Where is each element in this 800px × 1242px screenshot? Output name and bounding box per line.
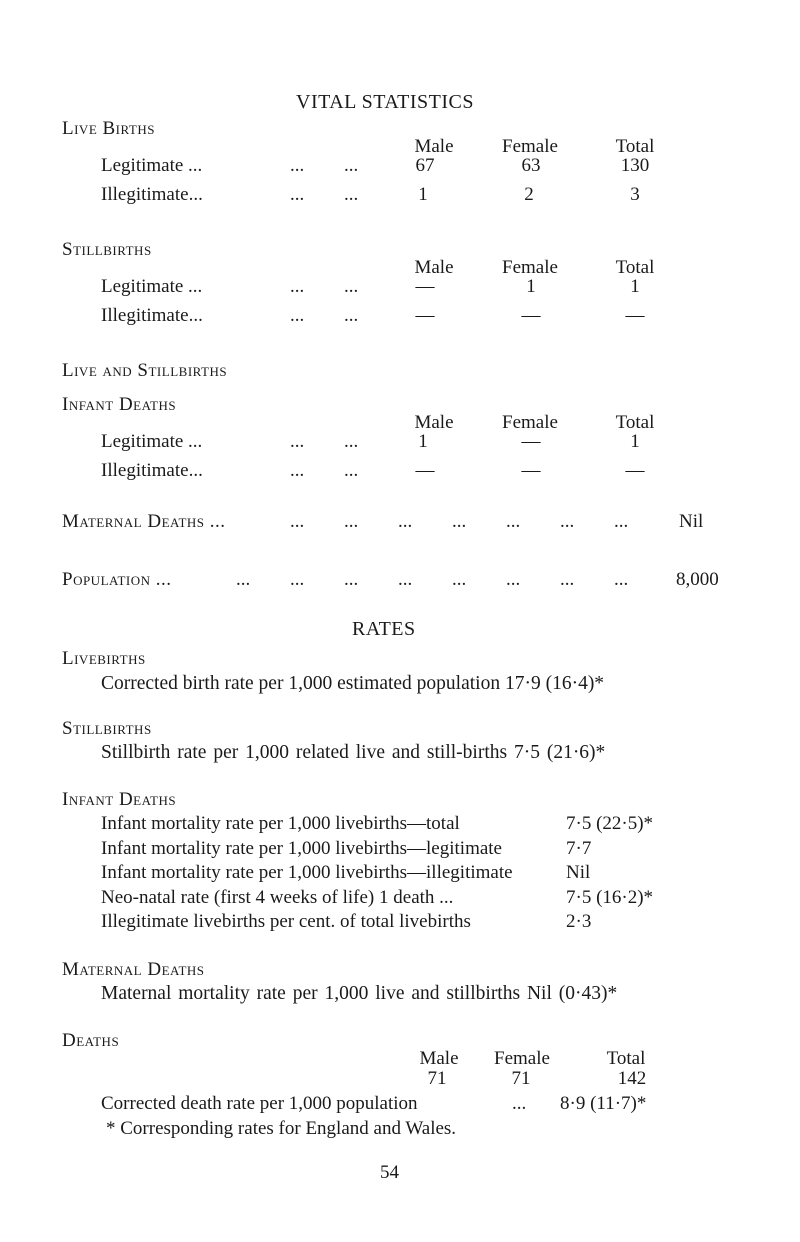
dot-leader: ... xyxy=(560,569,575,590)
rates-infant-deaths-heading: Infant Deaths xyxy=(62,789,177,810)
cell-female: — xyxy=(521,305,541,326)
header-male: Male xyxy=(414,412,454,433)
rates-stillbirths-heading: Stillbirths xyxy=(62,718,152,739)
page-number: 54 xyxy=(380,1162,399,1183)
rates-livebirths-heading: Livebirths xyxy=(62,648,146,669)
cell-total: — xyxy=(625,305,645,326)
dot-leader: ... xyxy=(452,569,467,590)
rates-title: RATES xyxy=(352,618,416,640)
cell-male: — xyxy=(415,305,435,326)
dot-leader: ... xyxy=(614,569,629,590)
header-female: Female xyxy=(502,412,558,433)
live-births-heading: Live Births xyxy=(62,118,155,139)
infant-rate-text: Infant mortality rate per 1,000 livebirths—legitimate xyxy=(101,838,502,859)
cell-total: 3 xyxy=(630,184,640,205)
cell-total: 1 xyxy=(630,431,640,452)
row-dots: ... xyxy=(344,431,359,452)
row-dots: ... xyxy=(290,155,305,176)
header-total: Total xyxy=(615,136,655,157)
cell-male: 1 xyxy=(418,431,428,452)
row-dots: ... xyxy=(290,431,305,452)
corrected-death-rate-value: 8·9 (11·7)* xyxy=(560,1093,647,1114)
infant-rate-text: Illegitimate livebirths per cent. of total livebirths xyxy=(101,911,471,932)
live-and-stillbirths-heading: Live and Stillbirths xyxy=(62,360,228,381)
corrected-death-rate-text: Corrected death rate per 1,000 population xyxy=(101,1093,418,1114)
infant-deaths-heading: Infant Deaths xyxy=(62,394,177,415)
infant-rate-value: Nil xyxy=(566,862,591,883)
stillbirths-heading: Stillbirths xyxy=(62,239,152,260)
maternal-deaths-label: Maternal Deaths ... xyxy=(62,511,226,532)
infant-rate-text: Neo-natal rate (first 4 weeks of life) 1 death ... xyxy=(101,887,454,908)
cell-male: — xyxy=(415,276,435,297)
maternal-deaths-value: Nil xyxy=(679,511,704,532)
header-total: Total xyxy=(615,412,655,433)
row-dots: ... xyxy=(344,184,359,205)
row-label: Illegitimate... xyxy=(101,305,203,326)
row-label: Legitimate ... xyxy=(101,155,203,176)
deaths-male: 71 xyxy=(427,1068,447,1089)
header-male: Male xyxy=(414,257,454,278)
dot-leader: ... xyxy=(236,569,251,590)
deaths-header-total: Total xyxy=(606,1048,646,1069)
rates-maternal-deaths-heading: Maternal Deaths xyxy=(62,959,205,980)
deaths-header-male: Male xyxy=(419,1048,459,1069)
dot-leader: ... xyxy=(398,511,413,532)
dot-leader: ... xyxy=(290,569,305,590)
header-female: Female xyxy=(502,257,558,278)
deaths-female: 71 xyxy=(511,1068,531,1089)
dot-leader: ... xyxy=(614,511,629,532)
cell-total: — xyxy=(625,460,645,481)
cell-female: 63 xyxy=(521,155,541,176)
row-dots: ... xyxy=(290,460,305,481)
page-title: VITAL STATISTICS xyxy=(296,91,474,113)
row-label: Illegitimate... xyxy=(101,460,203,481)
dot-leader: ... xyxy=(344,511,359,532)
cell-male: 67 xyxy=(415,155,435,176)
row-label: Legitimate ... xyxy=(101,276,203,297)
corrected-death-rate-dots: ... xyxy=(512,1093,527,1114)
cell-female: 2 xyxy=(524,184,534,205)
dot-leader: ... xyxy=(290,511,305,532)
row-dots: ... xyxy=(344,460,359,481)
cell-female: — xyxy=(521,460,541,481)
row-dots: ... xyxy=(290,305,305,326)
rates-deaths-heading: Deaths xyxy=(62,1030,120,1051)
infant-rate-value: 2·3 xyxy=(566,911,592,932)
header-female: Female xyxy=(502,136,558,157)
cell-total: 1 xyxy=(630,276,640,297)
dot-leader: ... xyxy=(506,569,521,590)
cell-female: 1 xyxy=(526,276,536,297)
header-male: Male xyxy=(414,136,454,157)
row-dots: ... xyxy=(344,305,359,326)
population-value: 8,000 xyxy=(676,569,719,590)
row-label: Legitimate ... xyxy=(101,431,203,452)
deaths-total: 142 xyxy=(617,1068,647,1089)
row-dots: ... xyxy=(344,155,359,176)
infant-rate-value: 7·5 (16·2)* xyxy=(566,887,654,908)
population-label: Population ... xyxy=(62,569,172,590)
dot-leader: ... xyxy=(506,511,521,532)
row-dots: ... xyxy=(290,276,305,297)
header-total: Total xyxy=(615,257,655,278)
dot-leader: ... xyxy=(398,569,413,590)
dot-leader: ... xyxy=(452,511,467,532)
row-dots: ... xyxy=(290,184,305,205)
rates-livebirths-line: Corrected birth rate per 1,000 estimated population 17·9 (16·4)* xyxy=(101,673,605,694)
infant-rate-text: Infant mortality rate per 1,000 livebirths—illegitimate xyxy=(101,862,513,883)
rates-maternal-deaths-line: Maternal mortality rate per 1,000 live and stillbirths Nil (0·43)* xyxy=(101,983,618,1004)
infant-rate-value: 7·5 (22·5)* xyxy=(566,813,654,834)
cell-total: 130 xyxy=(620,155,650,176)
footnote: * Corresponding rates for England and Wales. xyxy=(106,1118,457,1139)
infant-rate-text: Infant mortality rate per 1,000 livebirths—total xyxy=(101,813,460,834)
cell-male: 1 xyxy=(418,184,428,205)
dot-leader: ... xyxy=(560,511,575,532)
cell-male: — xyxy=(415,460,435,481)
row-label: Illegitimate... xyxy=(101,184,203,205)
row-dots: ... xyxy=(344,276,359,297)
rates-stillbirths-line: Stillbirth rate per 1,000 related live and still-births 7·5 (21·6)* xyxy=(101,742,606,763)
deaths-header-female: Female xyxy=(494,1048,550,1069)
infant-rate-value: 7·7 xyxy=(566,838,592,859)
cell-female: — xyxy=(521,431,541,452)
dot-leader: ... xyxy=(344,569,359,590)
